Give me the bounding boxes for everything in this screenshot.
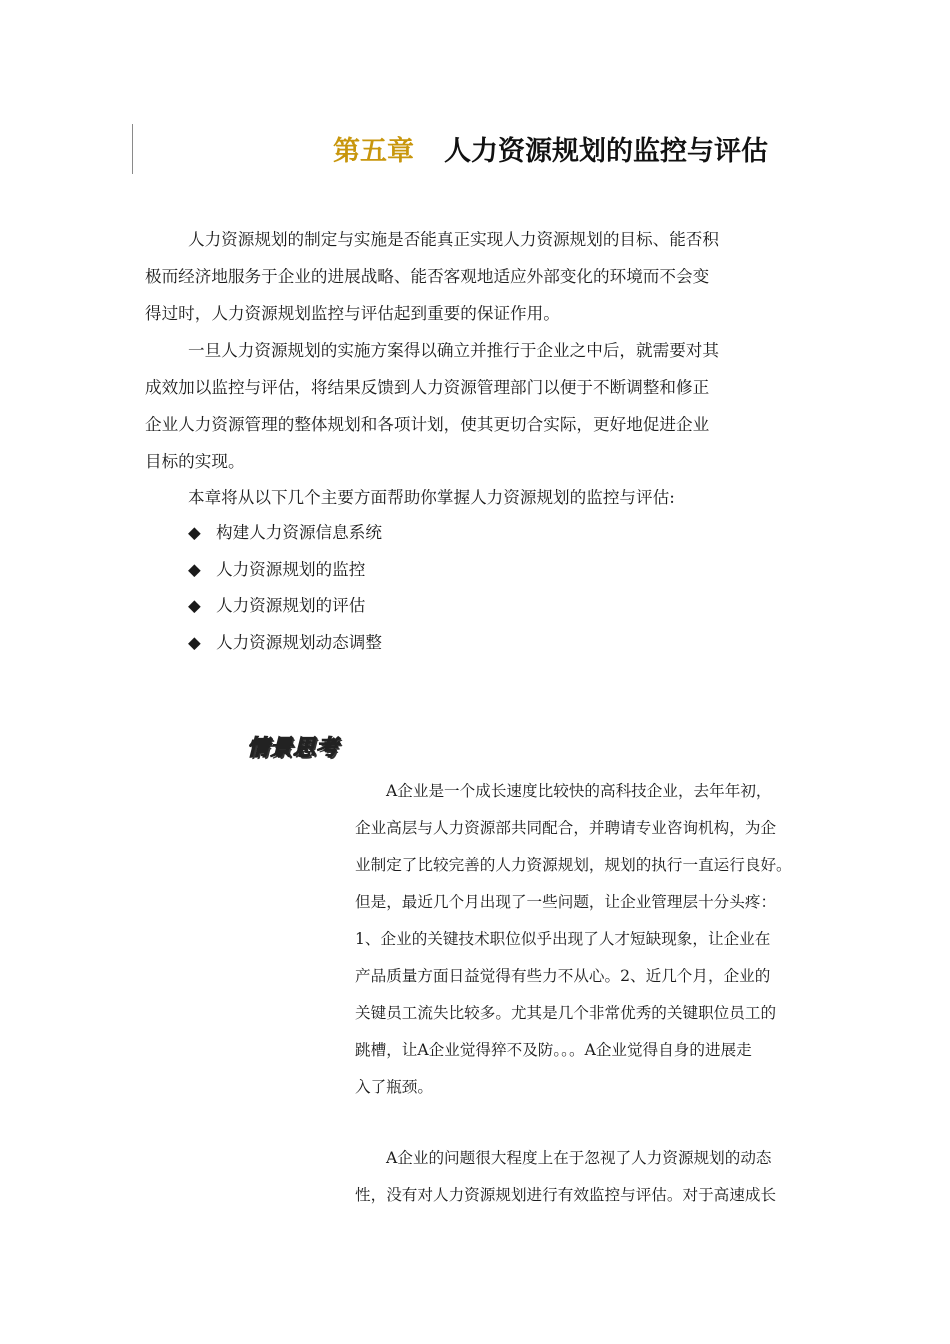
case-line-5: 1、企业的关键技术职位似乎出现了人才短缺现象，让企业在 [355, 930, 771, 948]
diamond-bullet-icon: ◆ [188, 633, 201, 652]
diamond-bullet-icon: ◆ [188, 523, 201, 542]
bullet-item [188, 595, 365, 617]
intro-p3: 本章将从以下几个主要方面帮助你掌握人力资源规划的监控与评估: [188, 488, 675, 507]
bullet-item-label: 人力资源规划的监控 [216, 560, 366, 579]
diamond-bullet-icon: ◆ [188, 596, 201, 615]
case-line-9: 入了瓶颈。 [355, 1078, 433, 1096]
chapter-name: 人力资源规划的监控与评估 [444, 136, 768, 167]
case-line-2: 企业高层与人力资源部共同配合，并聘请专业咨询机构，为企 [355, 819, 777, 837]
bullet-item-label: 构建人力资源信息系统 [216, 523, 382, 542]
case-line-7: 关键员工流失比较多。尤其是几个非常优秀的关键职位员工的 [355, 1004, 777, 1022]
analysis-line-1: A企业的问题很大程度上在于忽视了人力资源规划的动态 [386, 1149, 772, 1167]
intro-p2-line-4: 目标的实现。 [145, 452, 245, 471]
case-line-1: A企业是一个成长速度比较快的高科技企业，去年年初， [386, 782, 772, 800]
chapter-label: 第五章 [333, 136, 414, 167]
analysis-line-2: 性，没有对人力资源规划进行有效监控与评估。对于高速成长 [355, 1186, 777, 1204]
case-line-4: 但是，最近几个月出现了一些问题，让企业管理层十分头疼： [355, 893, 777, 911]
bullet-item-label: 人力资源规划的评估 [216, 596, 366, 615]
bullet-item-label: 人力资源规划动态调整 [216, 633, 382, 652]
intro-p2-line-2: 成效加以监控与评估，将结果反馈到人力资源管理部门以便于不断调整和修正 [145, 378, 710, 397]
bullet-item [188, 559, 365, 581]
case-line-8: 跳槽，让A企业觉得猝不及防。。。A企业觉得自身的进展走 [355, 1041, 752, 1059]
intro-p1-line-2: 极而经济地服务于企业的进展战略、能否客观地适应外部变化的环境而不会变 [145, 267, 710, 286]
header-divider-line [132, 124, 133, 174]
bullet-item [188, 522, 382, 544]
intro-p1-line-3: 得过时，人力资源规划监控与评估起到重要的保证作用。 [145, 304, 560, 323]
bullet-item [188, 632, 382, 654]
chapter-title [333, 132, 768, 172]
intro-p1-line-1: 人力资源规划的制定与实施是否能真正实现人力资源规划的目标、能否积 [188, 230, 719, 249]
intro-p2-line-1: 一旦人力资源规划的实施方案得以确立并推行于企业之中后，就需要对其 [188, 341, 719, 360]
scenario-heading: 情景思考 [247, 736, 340, 761]
intro-p2-line-3: 企业人力资源管理的整体规划和各项计划，使其更切合实际，更好地促进企业 [145, 415, 710, 434]
diamond-bullet-icon: ◆ [188, 560, 201, 579]
case-line-6: 产品质量方面日益觉得有些力不从心。2、近几个月，企业的 [355, 967, 771, 985]
case-line-3: 业制定了比较完善的人力资源规划，规划的执行一直运行良好。 [355, 856, 792, 874]
